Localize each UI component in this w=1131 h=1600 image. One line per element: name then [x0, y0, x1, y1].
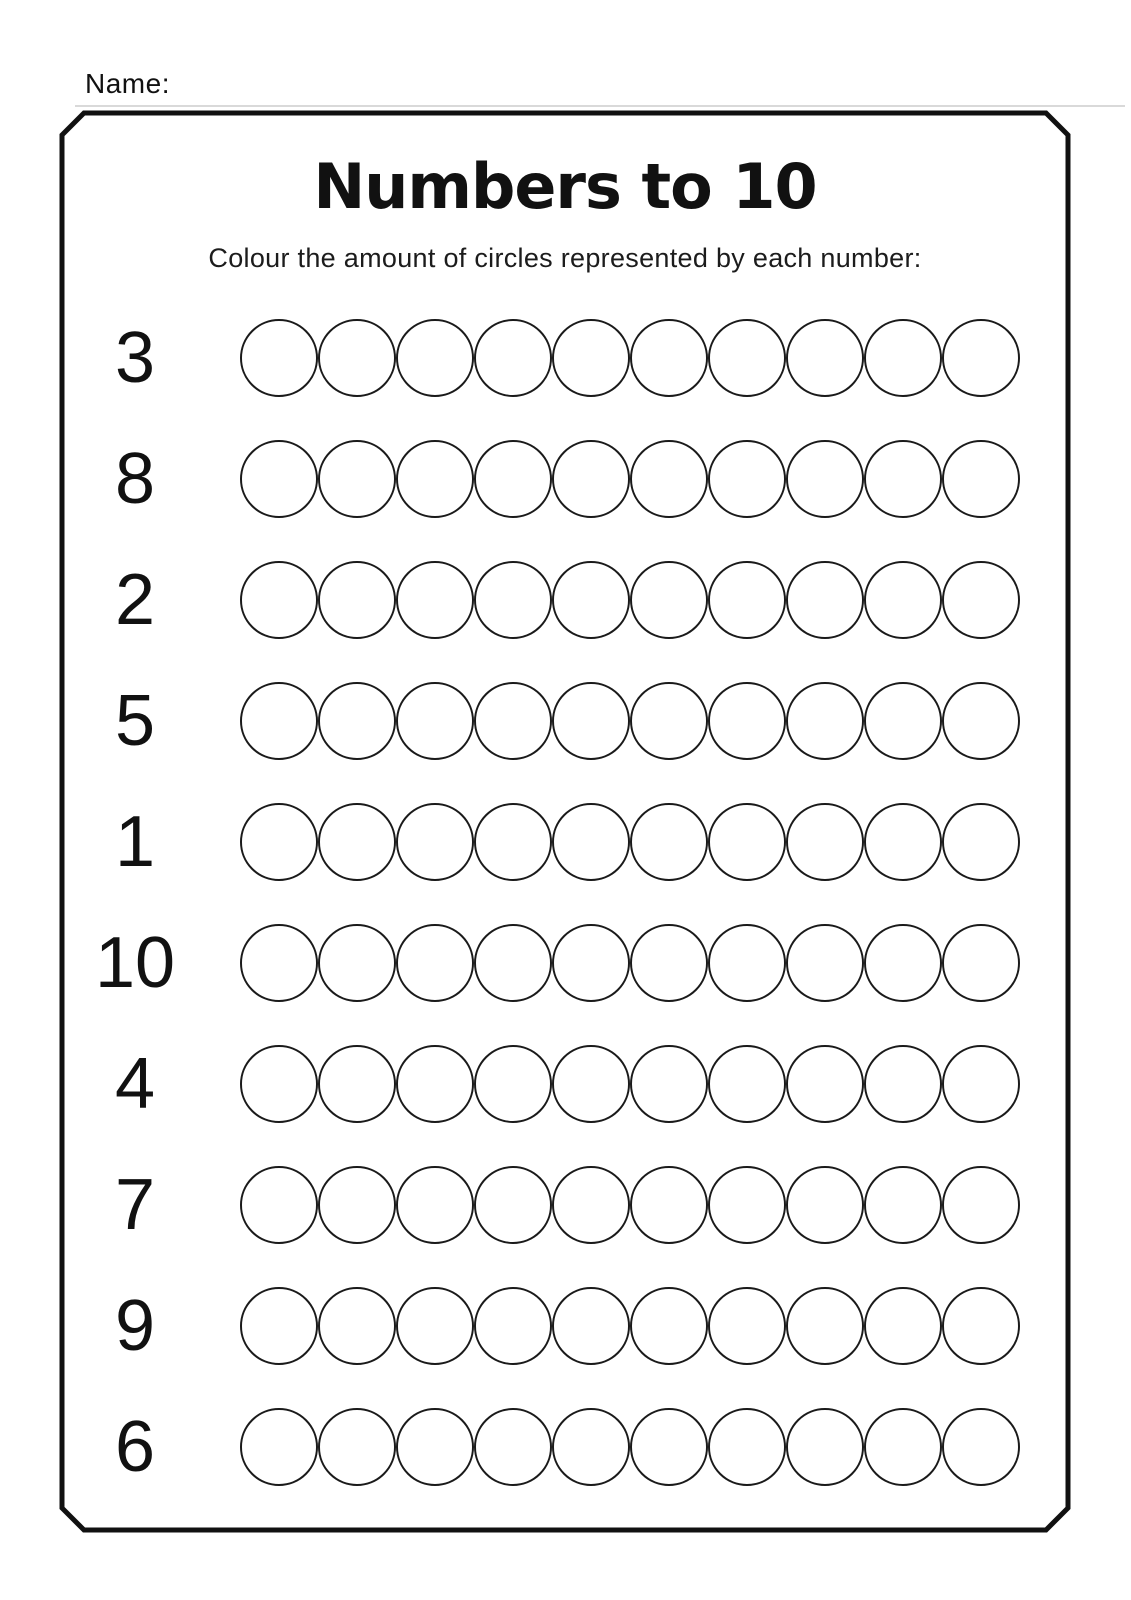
colorable-circle[interactable] — [240, 1287, 318, 1365]
colorable-circle[interactable] — [942, 803, 1020, 881]
colorable-circle[interactable] — [786, 319, 864, 397]
colorable-circle[interactable] — [708, 561, 786, 639]
colorable-circle[interactable] — [786, 440, 864, 518]
row-number-label: 2 — [114, 560, 156, 640]
row-number-label: 6 — [114, 1407, 156, 1487]
colorable-circle[interactable] — [864, 1166, 942, 1244]
colorable-circle[interactable] — [942, 682, 1020, 760]
colorable-circle[interactable] — [786, 1166, 864, 1244]
colorable-circle[interactable] — [708, 682, 786, 760]
colorable-circle[interactable] — [396, 924, 474, 1002]
colorable-circle[interactable] — [318, 682, 396, 760]
colorable-circle[interactable] — [552, 803, 630, 881]
colorable-circle[interactable] — [786, 1408, 864, 1486]
colorable-circle[interactable] — [552, 682, 630, 760]
circle-strip — [240, 1045, 1020, 1123]
colorable-circle[interactable] — [552, 440, 630, 518]
colorable-circle[interactable] — [864, 1045, 942, 1123]
colorable-circle[interactable] — [474, 561, 552, 639]
colorable-circle[interactable] — [396, 319, 474, 397]
colorable-circle[interactable] — [786, 803, 864, 881]
colorable-circle[interactable] — [318, 1166, 396, 1244]
colorable-circle[interactable] — [630, 924, 708, 1002]
colorable-circle[interactable] — [630, 682, 708, 760]
colorable-circle[interactable] — [396, 1408, 474, 1486]
circle-strip — [240, 1287, 1020, 1365]
colorable-circle[interactable] — [552, 1045, 630, 1123]
colorable-circle[interactable] — [240, 561, 318, 639]
colorable-circle[interactable] — [708, 1166, 786, 1244]
colorable-circle[interactable] — [396, 1287, 474, 1365]
number-row — [62, 561, 1042, 639]
colorable-circle[interactable] — [240, 924, 318, 1002]
colorable-circle[interactable] — [630, 1408, 708, 1486]
colorable-circle[interactable] — [474, 1045, 552, 1123]
circle-strip — [240, 1408, 1020, 1486]
colorable-circle[interactable] — [942, 924, 1020, 1002]
circle-strip — [240, 440, 1020, 518]
colorable-circle[interactable] — [474, 1408, 552, 1486]
colorable-circle[interactable] — [474, 682, 552, 760]
number-row — [62, 924, 1042, 1002]
colorable-circle[interactable] — [630, 1287, 708, 1365]
colorable-circle[interactable] — [552, 1287, 630, 1365]
colorable-circle[interactable] — [396, 1166, 474, 1244]
number-row — [62, 1166, 1042, 1244]
colorable-circle[interactable] — [864, 440, 942, 518]
colorable-circle[interactable] — [630, 319, 708, 397]
colorable-circle[interactable] — [708, 319, 786, 397]
colorable-circle[interactable] — [942, 1408, 1020, 1486]
worksheet-title: Numbers to 10 — [313, 150, 817, 223]
number-row — [62, 1408, 1042, 1486]
number-row — [62, 319, 1042, 397]
circle-strip — [240, 561, 1020, 639]
colorable-circle[interactable] — [630, 440, 708, 518]
name-underline — [75, 105, 1125, 107]
colorable-circle[interactable] — [786, 1287, 864, 1365]
colorable-circle[interactable] — [318, 1408, 396, 1486]
colorable-circle[interactable] — [552, 924, 630, 1002]
colorable-circle[interactable] — [396, 561, 474, 639]
colorable-circle[interactable] — [708, 1045, 786, 1123]
worksheet-instruction: Colour the amount of circles represented by each number: — [208, 243, 922, 273]
row-number-label: 3 — [114, 318, 156, 398]
number-row — [62, 1045, 1042, 1123]
colorable-circle[interactable] — [474, 1287, 552, 1365]
colorable-circle[interactable] — [552, 1408, 630, 1486]
colorable-circle[interactable] — [318, 440, 396, 518]
colorable-circle[interactable] — [864, 803, 942, 881]
colorable-circle[interactable] — [318, 1287, 396, 1365]
row-number-label: 4 — [114, 1044, 156, 1124]
colorable-circle[interactable] — [240, 1408, 318, 1486]
colorable-circle[interactable] — [474, 440, 552, 518]
colorable-circle[interactable] — [864, 1408, 942, 1486]
colorable-circle[interactable] — [708, 1408, 786, 1486]
colorable-circle[interactable] — [942, 1166, 1020, 1244]
colorable-circle[interactable] — [942, 561, 1020, 639]
colorable-circle[interactable] — [864, 924, 942, 1002]
number-row — [62, 440, 1042, 518]
colorable-circle[interactable] — [474, 803, 552, 881]
colorable-circle[interactable] — [630, 803, 708, 881]
colorable-circle[interactable] — [864, 561, 942, 639]
colorable-circle[interactable] — [786, 1045, 864, 1123]
name-label: Name: — [85, 68, 170, 99]
circle-strip — [240, 803, 1020, 881]
colorable-circle[interactable] — [786, 924, 864, 1002]
colorable-circle[interactable] — [474, 319, 552, 397]
colorable-circle[interactable] — [942, 440, 1020, 518]
row-number-label: 7 — [114, 1165, 156, 1245]
colorable-circle[interactable] — [942, 1045, 1020, 1123]
circle-strip — [240, 1166, 1020, 1244]
colorable-circle[interactable] — [708, 803, 786, 881]
colorable-circle[interactable] — [318, 803, 396, 881]
colorable-circle[interactable] — [318, 561, 396, 639]
colorable-circle[interactable] — [630, 561, 708, 639]
colorable-circle[interactable] — [552, 319, 630, 397]
colorable-circle[interactable] — [552, 561, 630, 639]
colorable-circle[interactable] — [786, 561, 864, 639]
colorable-circle[interactable] — [708, 1287, 786, 1365]
colorable-circle[interactable] — [240, 682, 318, 760]
colorable-circle[interactable] — [630, 1166, 708, 1244]
colorable-circle[interactable] — [708, 440, 786, 518]
row-number-label: 5 — [114, 681, 156, 761]
circle-strip — [240, 682, 1020, 760]
number-row — [62, 1287, 1042, 1365]
colorable-circle[interactable] — [942, 319, 1020, 397]
colorable-circle[interactable] — [240, 1045, 318, 1123]
row-number-label: 9 — [114, 1286, 156, 1366]
colorable-circle[interactable] — [474, 1166, 552, 1244]
colorable-circle[interactable] — [630, 1045, 708, 1123]
colorable-circle[interactable] — [708, 924, 786, 1002]
colorable-circle[interactable] — [864, 1287, 942, 1365]
colorable-circle[interactable] — [396, 1045, 474, 1123]
colorable-circle[interactable] — [474, 924, 552, 1002]
colorable-circle[interactable] — [240, 440, 318, 518]
colorable-circle[interactable] — [864, 682, 942, 760]
colorable-circle[interactable] — [396, 682, 474, 760]
row-number-label: 10 — [94, 923, 176, 1003]
row-number-label: 8 — [114, 439, 156, 519]
colorable-circle[interactable] — [318, 924, 396, 1002]
circle-strip — [240, 319, 1020, 397]
number-row — [62, 803, 1042, 881]
colorable-circle[interactable] — [396, 440, 474, 518]
colorable-circle[interactable] — [942, 1287, 1020, 1365]
colorable-circle[interactable] — [396, 803, 474, 881]
colorable-circle[interactable] — [318, 319, 396, 397]
colorable-circle[interactable] — [240, 319, 318, 397]
colorable-circle[interactable] — [552, 1166, 630, 1244]
colorable-circle[interactable] — [786, 682, 864, 760]
row-number-label: 1 — [114, 802, 156, 882]
colorable-circle[interactable] — [240, 803, 318, 881]
colorable-circle[interactable] — [240, 1166, 318, 1244]
colorable-circle[interactable] — [864, 319, 942, 397]
number-row — [62, 682, 1042, 760]
colorable-circle[interactable] — [318, 1045, 396, 1123]
circle-strip — [240, 924, 1020, 1002]
